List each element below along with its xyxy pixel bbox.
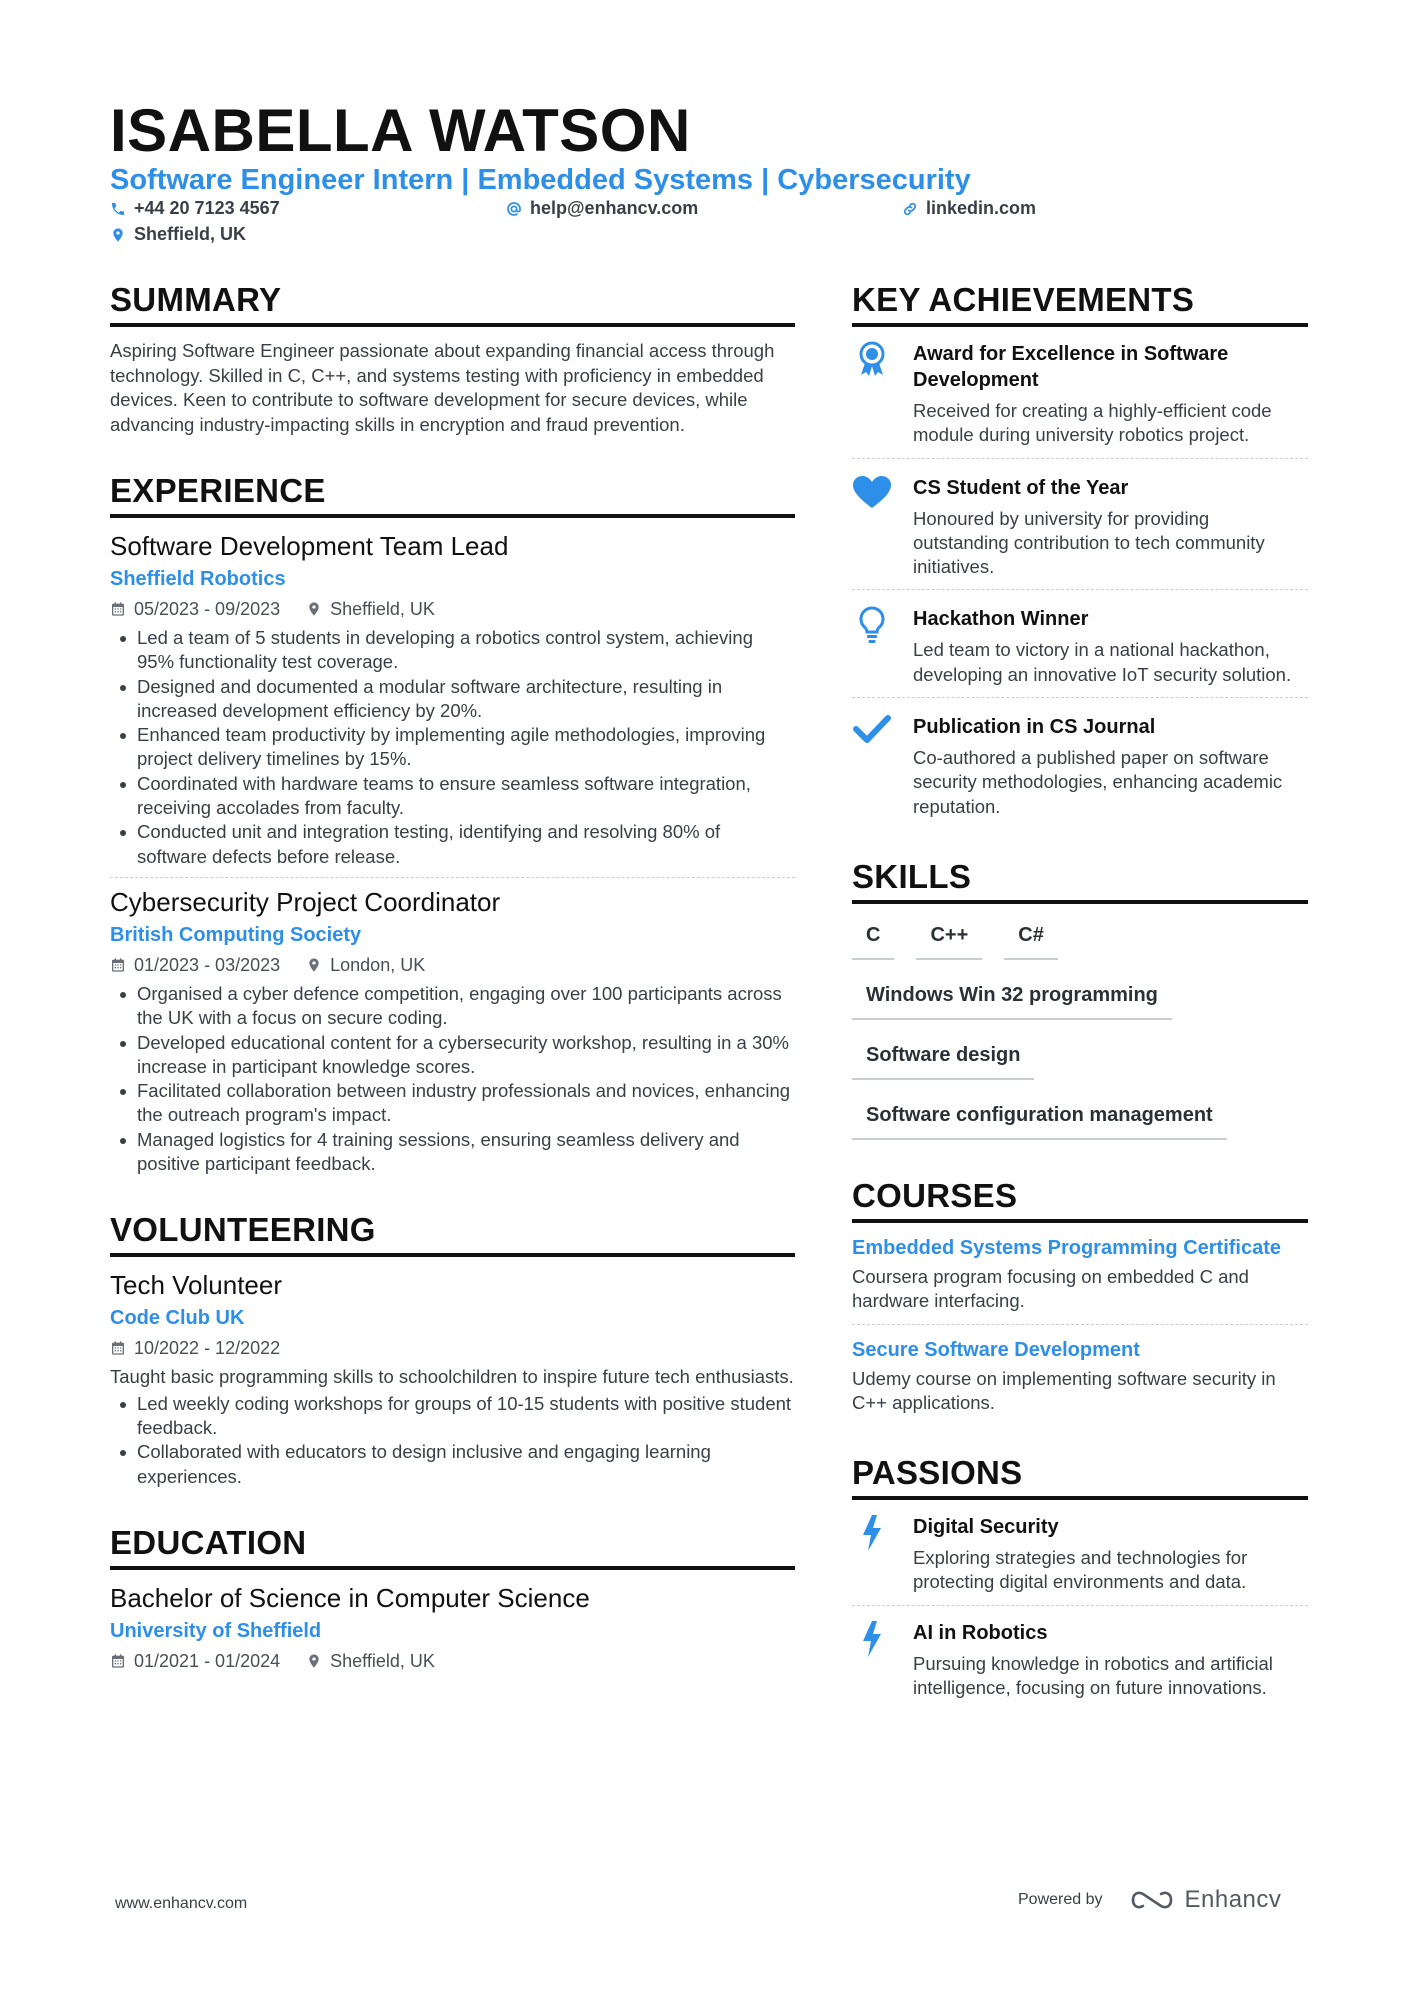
achievement-item xyxy=(852,714,1308,819)
bullet-item: Collaborated with educators to design inclusive and engaging learning experiences. xyxy=(110,1440,795,1489)
divider xyxy=(852,589,1308,590)
bullet-item: Coordinated with hardware teams to ensure seamless software integration, receiving accolades from faculty. xyxy=(110,772,795,821)
volunteer-description: Taught basic programming skills to schoolchildren to inspire future tech enthusiasts. xyxy=(110,1366,794,1388)
skill-tag: C xyxy=(852,922,894,960)
bullet-item: Led a team of 5 students in developing a robotics control system, achieving 95% functionality test coverage. xyxy=(110,626,795,675)
right-column xyxy=(852,282,1308,1700)
achievement-title: Award for Excellence in Software Development xyxy=(913,343,1229,391)
volunteer-org: Code Club UK xyxy=(110,1307,245,1330)
summary-heading: SUMMARY xyxy=(110,282,795,327)
passion-item xyxy=(852,1514,1308,1595)
brand-name: Enhancv xyxy=(1184,1886,1282,1913)
achievement-desc: Co-authored a published paper on software security methodologies, enhancing academic reputation. xyxy=(913,747,1283,817)
passion-item xyxy=(852,1620,1308,1701)
contact-location xyxy=(110,224,246,245)
achievements-heading: KEY ACHIEVEMENTS xyxy=(852,282,1308,327)
divider xyxy=(852,458,1308,459)
candidate-title: Software Engineer Intern | Embedded Systems | Cybersecurity xyxy=(110,164,971,196)
volunteer-dates: 10/2022 - 12/2022 xyxy=(134,1338,281,1359)
location-pin-icon xyxy=(306,957,322,973)
divider xyxy=(110,877,795,878)
contact-linkedin[interactable] xyxy=(902,198,1036,219)
passion-desc: Pursuing knowledge in robotics and artificial intelligence, focusing on future innovations. xyxy=(913,1652,1273,1699)
job-role: Cybersecurity Project Coordinator xyxy=(110,886,501,917)
job-meta xyxy=(110,954,795,976)
degree: Bachelor of Science in Computer Science xyxy=(110,1583,590,1614)
job-dates: 01/2023 - 03/2023 xyxy=(134,954,281,975)
calendar-icon xyxy=(110,957,126,973)
phone-text: +44 20 7123 4567 xyxy=(134,198,280,218)
bullet-item: Facilitated collaboration between industry professionals and novices, enhancing the outreach program's impact. xyxy=(110,1079,795,1128)
location-text: Sheffield, UK xyxy=(134,224,247,244)
experience-item xyxy=(110,530,795,869)
location-pin-icon xyxy=(110,227,126,243)
course-item xyxy=(852,1337,1308,1416)
passion-desc: Exploring strategies and technologies for protecting digital environments and data. xyxy=(913,1547,1248,1593)
course-desc: Coursera program focusing on embedded C and hardware interfacing. xyxy=(852,1265,1249,1312)
left-column xyxy=(110,282,795,1672)
skill-tag: C++ xyxy=(916,922,982,960)
skills-heading: SKILLS xyxy=(852,859,1308,904)
course-title: Embedded Systems Programming Certificate xyxy=(852,1236,1282,1259)
footer-website[interactable]: www.enhancv.com xyxy=(115,1895,248,1912)
job-bullets xyxy=(110,982,795,1176)
contact-phone xyxy=(110,198,280,219)
skill-tag: Software configuration management xyxy=(852,1102,1227,1140)
education-location: Sheffield, UK xyxy=(330,1651,435,1672)
candidate-name: ISABELLA WATSON xyxy=(110,97,691,164)
divider xyxy=(852,1324,1308,1325)
location-pin-icon xyxy=(306,1653,322,1669)
job-meta xyxy=(110,598,795,620)
bullet-item: Conducted unit and integration testing, identifying and resolving 80% of software defects before release. xyxy=(110,820,795,869)
achievement-item xyxy=(852,475,1308,580)
achievement-desc: Honoured by university for providing outstanding contribution to tech community initiatives. xyxy=(913,507,1265,578)
checkmark-icon xyxy=(853,714,891,744)
passion-title: Digital Security xyxy=(913,1516,1059,1539)
calendar-icon xyxy=(110,1340,126,1356)
bullet-item: Designed and documented a modular software architecture, resulting in increased development efficiency by 20%. xyxy=(110,675,795,724)
phone-icon xyxy=(110,201,126,217)
job-location: London, UK xyxy=(330,954,426,975)
job-bullets xyxy=(110,626,795,869)
job-dates: 05/2023 - 09/2023 xyxy=(134,599,281,619)
course-item xyxy=(852,1235,1308,1314)
divider xyxy=(852,1605,1308,1606)
skill-tag: Windows Win 32 programming xyxy=(852,982,1172,1020)
volunteer-bullets xyxy=(110,1392,795,1489)
volunteering-item xyxy=(110,1269,795,1489)
achievement-desc: Received for creating a highly-efficient code module during university robotics project. xyxy=(913,400,1272,446)
volunteer-role: Tech Volunteer xyxy=(110,1270,283,1301)
location-pin-icon xyxy=(306,601,322,617)
linkedin-text[interactable]: linkedin.com xyxy=(926,198,1037,218)
job-role: Software Development Team Lead xyxy=(110,531,509,561)
passions-heading: PASSIONS xyxy=(852,1455,1308,1500)
bullet-item: Enhanced team productivity by implementing agile methodologies, improving project delivery timelines by 15%. xyxy=(110,723,795,772)
job-company: British Computing Society xyxy=(110,923,362,946)
summary-text: Aspiring Software Engineer passionate about expanding financial access through technology. Skilled in C, C++, and systems testing with proficiency in embedded devices. Keen to contribute to software development for secure devices, while advancing industry-impacting skills in encryption and fraud prevention. xyxy=(110,340,775,435)
experience-heading: EXPERIENCE xyxy=(110,473,795,518)
brand-logo[interactable] xyxy=(1129,1886,1282,1914)
achievement-title: CS Student of the Year xyxy=(913,476,1129,499)
passion-title: AI in Robotics xyxy=(913,1621,1048,1644)
enhancv-logo-icon xyxy=(1129,1888,1175,1912)
email-text[interactable]: help@enhancv.com xyxy=(530,198,699,218)
education-item xyxy=(110,1582,795,1672)
heart-icon xyxy=(852,475,892,509)
achievement-desc: Led team to victory in a national hackathon, developing an innovative IoT security solution. xyxy=(913,639,1292,685)
education-heading: EDUCATION xyxy=(110,1525,795,1570)
volunteer-meta xyxy=(110,1337,795,1359)
education-dates: 01/2021 - 01/2024 xyxy=(134,1651,281,1672)
school: University of Sheffield xyxy=(110,1620,322,1643)
education-meta xyxy=(110,1650,795,1672)
divider xyxy=(852,697,1308,698)
courses-heading: COURSES xyxy=(852,1178,1308,1223)
achievement-item xyxy=(852,341,1308,448)
link-icon xyxy=(902,201,918,217)
at-sign-icon xyxy=(506,201,522,217)
calendar-icon xyxy=(110,601,126,617)
experience-item xyxy=(110,886,795,1176)
job-company: Sheffield Robotics xyxy=(110,568,286,590)
bullet-item: Led weekly coding workshops for groups of 10-15 students with positive student feedback. xyxy=(110,1392,795,1441)
skill-tag: Software design xyxy=(852,1042,1034,1080)
calendar-icon xyxy=(110,1653,126,1669)
course-title: Secure Software Development xyxy=(852,1338,1140,1361)
skills-list xyxy=(852,922,1308,1140)
course-desc: Udemy course on implementing software security in C++ applications. xyxy=(852,1367,1276,1413)
powered-by-label: Powered by xyxy=(1018,1891,1103,1908)
volunteering-heading: VOLUNTEERING xyxy=(110,1212,795,1257)
achievement-item xyxy=(852,606,1308,687)
bullet-item: Developed educational content for a cybersecurity workshop, resulting in a 30% increase in participant knowledge scores. xyxy=(110,1031,795,1080)
bullet-item: Managed logistics for 4 training sessions, ensuring seamless delivery and positive participant feedback. xyxy=(110,1128,795,1177)
contact-email[interactable] xyxy=(506,198,698,219)
achievement-title: Hackathon Winner xyxy=(913,608,1089,631)
footer-powered xyxy=(1018,1886,1281,1914)
lightning-bolt-icon xyxy=(860,1620,884,1658)
bullet-item: Organised a cyber defence competition, engaging over 100 participants across the UK with a focus on secure coding. xyxy=(110,982,795,1031)
lightning-bolt-icon xyxy=(860,1514,884,1552)
skill-tag: C# xyxy=(1004,922,1058,960)
job-location: Sheffield, UK xyxy=(330,599,435,619)
award-ribbon-icon xyxy=(855,341,889,379)
achievement-title: Publication in CS Journal xyxy=(913,716,1156,739)
lightbulb-icon xyxy=(858,606,886,644)
